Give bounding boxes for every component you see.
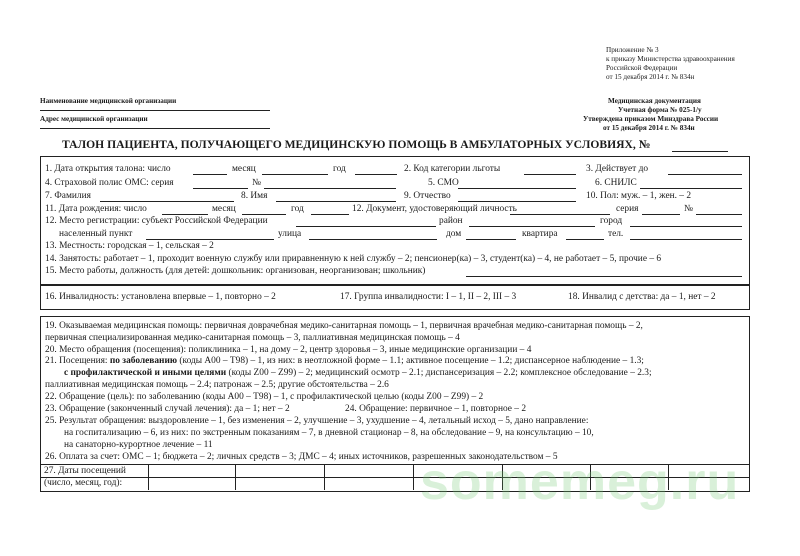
locality-type-label: 13. Местность: городская – 1, сельская – 2 <box>45 241 214 251</box>
meta-line-2: Учетная форма № 025-1/у <box>618 106 702 114</box>
visit-place-label: 20. Место обращения (посещения): поликлиника – 1, на дому – 2, центр здоровья – 3, иные медицинские организации – 4 <box>45 345 532 355</box>
phone-field[interactable] <box>630 239 742 240</box>
care-type-label-cont: первичная специализированная медико-санитарная помощь – 3, паллиативная медицинская помощь – 4 <box>45 333 460 343</box>
appendix-line-3: Российской Федерации <box>606 64 678 72</box>
snils-label: 6. СНИЛС <box>595 178 637 188</box>
visits-preventive-codes: (коды Z00 – Z99) – 2; медицинский осмотр – 2.1; диспансеризация – 2.2; комплексное обследование – 2.3; <box>228 368 652 378</box>
outcome-label-cont: на госпитализацию – 6, из них: по экстренным показаниям – 7, в дневной стационар – 8, на обследование – 9, на консультацию – 10, <box>64 428 594 438</box>
disability-label: 16. Инвалидность: установлена впервые – 1, повторно – 2 <box>45 292 276 302</box>
payment-source-label: 26. Оплата за счет: ОМС – 1; бюджета – 2; личных средств – 3; ДМС – 4; иных источников, разрешенных законодательством – 5 <box>45 452 558 462</box>
outcome-label-sanatorium: на санаторно-курортное лечение – 11 <box>64 440 213 450</box>
street-label: улица <box>278 229 302 239</box>
surname-label: 7. Фамилия <box>45 191 91 201</box>
org-address-field[interactable] <box>40 128 270 129</box>
patronymic-label: 9. Отчество <box>404 191 451 201</box>
doc-number-label: № <box>684 204 693 214</box>
birth-year-label: год <box>291 204 304 214</box>
visits-label: 21. Посещения: <box>45 356 108 366</box>
registration-region-field[interactable] <box>296 226 436 227</box>
first-name-label: 8. Имя <box>241 191 268 201</box>
org-name-label: Наименование медицинской организации <box>40 97 177 105</box>
benefit-category-label: 2. Код категории льготы <box>404 164 501 174</box>
doc-number-field[interactable] <box>696 214 742 215</box>
policy-number-label: № <box>252 178 261 188</box>
city-field[interactable] <box>630 226 742 227</box>
org-name-field[interactable] <box>40 110 270 111</box>
appeal-purpose-label: 22. Обращение (цель): по заболеванию (коды А00 – Т98) – 1, с профилактической целью (коды Z00 – Z99) – 2 <box>45 392 484 402</box>
visits-disease-label: по заболеванию <box>109 356 178 366</box>
open-month-field[interactable] <box>262 174 328 175</box>
outcome-label: 25. Результат обращения: выздоровление – 1, без изменения – 2, улучшение – 3, ухудшение – 4, летальный исход – 5, дано направление: <box>45 416 589 426</box>
employment-label: 14. Занятость: работает – 1, проходит военную службу или приравненную к ней службу – 2; пенсионер(ка) – 3, студент(ка) – 4, не работает – 5, прочие – 6 <box>45 254 662 264</box>
valid-until-field[interactable] <box>668 174 742 175</box>
visits-preventive-label: с профилактической и иными целями <box>64 368 227 378</box>
open-date-label: 1. Дата открытия талона: число <box>45 164 171 174</box>
form-title: ТАЛОН ПАЦИЕНТА, ПОЛУЧАЮЩЕГО МЕДИЦИНСКУЮ ПОМОЩЬ В АМБУЛАТОРНЫХ УСЛОВИЯХ, № <box>62 138 651 151</box>
city-label: город <box>600 216 623 226</box>
case-completed-label: 23. Обращение (законченный случай лечения): да – 1; нет – 2 <box>45 404 290 414</box>
visits-disease-codes: (коды А00 – Т98) – 1, из них: в неотложной форме – 1.1; активное посещение – 1.2; диспансерное наблюдение – 1.3; <box>179 356 644 366</box>
visit-dates-col-divider <box>148 464 149 490</box>
appendix-line-4: от 15 декабря 2014 г. № 834н <box>606 73 695 81</box>
visit-dates-col-divider <box>324 464 325 490</box>
surname-field[interactable] <box>100 201 234 202</box>
birth-year-field[interactable] <box>311 214 349 215</box>
visit-dates-label: 27. Даты посещений <box>44 466 126 476</box>
visits-line-2 <box>64 368 652 379</box>
policy-series-field[interactable] <box>193 188 248 189</box>
org-address-label: Адрес медицинской организации <box>40 115 148 123</box>
sex-label: 10. Пол: муж. – 1, жен. – 2 <box>586 191 692 201</box>
policy-series-label: 4. Страховой полис ОМС: серия <box>45 178 174 188</box>
snils-field[interactable] <box>640 188 742 189</box>
house-field[interactable] <box>466 239 516 240</box>
open-year-label: год <box>333 164 346 174</box>
visits-line-3: паллиативная медицинская помощь – 2.4; патронаж – 2.5; другие обстоятельства – 2.6 <box>45 380 389 390</box>
house-label: дом <box>446 229 462 239</box>
open-day-field[interactable] <box>193 174 227 175</box>
district-field[interactable] <box>469 226 595 227</box>
open-month-label: месяц <box>232 164 256 174</box>
birth-month-label: месяц <box>212 204 236 214</box>
doc-series-field[interactable] <box>642 214 680 215</box>
benefit-category-field[interactable] <box>524 174 576 175</box>
registration-region-label: 12. Место регистрации: субъект Российской Федерации <box>45 216 268 226</box>
birth-day-field[interactable] <box>162 214 208 215</box>
care-type-label: 19. Оказываемая медицинская помощь: первичная доврачебная медико-санитарная помощь – 1, первичная врачебная медико-санитарная помощь – 2, <box>45 321 643 331</box>
phone-label: тел. <box>608 229 624 239</box>
visit-dates-col-divider <box>413 464 414 490</box>
open-year-field[interactable] <box>355 174 397 175</box>
smo-label: 5. СМО <box>428 178 459 188</box>
workplace-field[interactable] <box>466 276 742 277</box>
first-name-field[interactable] <box>276 201 396 202</box>
childhood-disability-label: 18. Инвалид с детства: да – 1, нет – 2 <box>568 292 716 302</box>
watermark: somemeg.ru <box>420 453 740 511</box>
smo-field[interactable] <box>458 188 576 189</box>
workplace-label: 15. Место работы, должность (для детей: дошкольник: организован, неорганизован; школьник) <box>45 266 426 276</box>
disability-group-label: 17. Группа инвалидности: I – 1, II – 2, III – 3 <box>340 292 517 302</box>
visits-line-1 <box>45 356 644 367</box>
visit-dates-col-divider <box>235 464 236 490</box>
locality-label: населенный пункт <box>59 229 133 239</box>
meta-line-3: Утверждена приказом Минздрава России <box>583 115 719 123</box>
policy-number-field[interactable] <box>264 188 396 189</box>
visit-dates-label-cont: (число, месяц, год): <box>44 478 123 488</box>
appeal-type-label: 24. Обращение: первичное – 1, повторное – 2 <box>345 404 527 414</box>
apartment-field[interactable] <box>566 239 604 240</box>
apartment-label: квартира <box>522 229 558 239</box>
valid-until-label: 3. Действует до <box>586 164 649 174</box>
doc-series-label: серия <box>616 204 639 214</box>
meta-line-1: Медицинская документация <box>608 97 701 105</box>
locality-field[interactable] <box>146 239 274 240</box>
appendix-line-1: Приложение № 3 <box>606 46 659 54</box>
id-document-label: 12. Документ, удостоверяющий личность <box>352 204 517 214</box>
district-label: район <box>439 216 463 226</box>
meta-line-4: от 15 декабря 2014 г. № 834н <box>603 124 695 132</box>
id-document-field[interactable] <box>510 214 610 215</box>
birth-month-field[interactable] <box>242 214 286 215</box>
street-field[interactable] <box>309 239 437 240</box>
talon-number-field[interactable] <box>672 151 728 152</box>
appendix-line-2: к приказу Министерства здравоохранения <box>606 55 735 63</box>
birth-date-label: 11. Дата рождения: число <box>45 204 147 214</box>
patronymic-field[interactable] <box>458 201 576 202</box>
